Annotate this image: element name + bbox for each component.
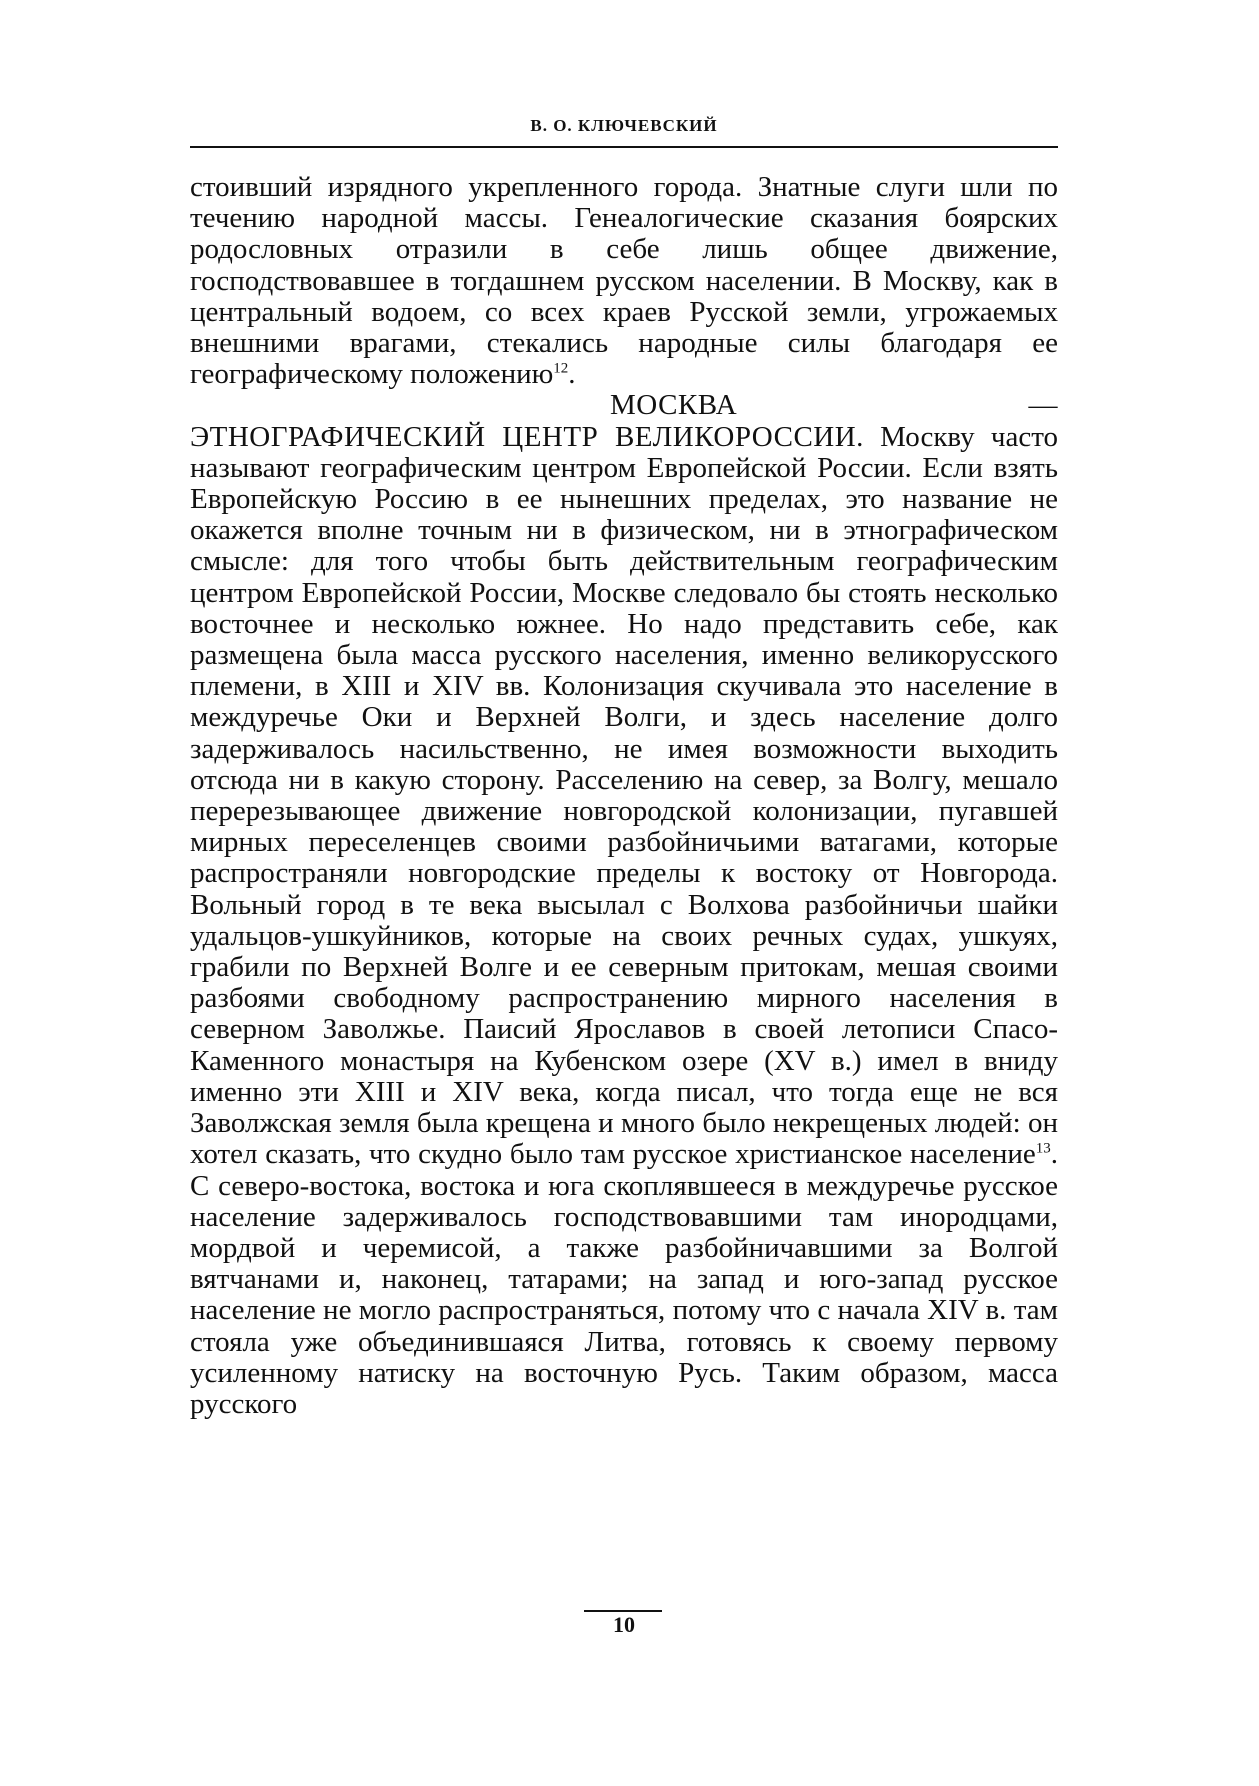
page-number: 10 [613,1612,635,1637]
section-heading: МОСКВА — ЭТНОГРАФИЧЕСКИЙ ЦЕНТР ВЕЛИКОРОССИИ. [190,389,1058,453]
paragraph-text: Москву часто называют географическим центром Европейской России. Если взять Европейскую Россию в ее нынешних пределах, это название не окажется вполне точным ни в физическом, ни в этнографическом смысле: для того чтобы быть действительным географическим центром Европейской России, Москве следовало бы стоять несколько восточнее и несколько южнее. Но надо представить себе, как размещена была масса русского населения, именно великорусского племени, в XIII и XIV вв. Колонизация скучивала это население в междуречье Оки и Верхней Волги, и здесь население долго задерживалось насильственно, не имея возможности выходить отсюда ни в какую сторону. Расселению на север, за Волгу, мешало перерезывающее движение новгородской колонизации, пугавшей мирных переселенцев своими разбойничьими ватагами, которые распространяли новгородские пределы к востоку от Новгорода. Вольный город в те века высылал с Волхова разбойничьи шайки удальцов-ушкуйников, которые на своих речных судах, ушкуях, грабили по Верхней Волге и ее северным притокам, мешая своими разбоями свободному распространению мирного населения в северном Заволжье. Паисий Ярославов в своей летописи Спасо-Каменного монастыря на Кубенском озере (XV в.) имел в вниду именно эти XIII и XIV века, когда писал, что тогда еще не вся Заволжская земля была крещена и много было некрещеных людей: он хотел сказать, что скудно было там русское христианское население [190,420,1058,1171]
paragraph-end: . [568,358,576,391]
body-text [190,172,1058,1420]
paragraph-text: . С северо-востока, востока и юга скоплявшееся в междуречье русское население задерживалось господствовавшими там инородцами, мордвой и черемисой, а также разбойничавшими за Волгой вятчанами и, наконец, татарами; на запад и юго-запад русское население не могло распространяться, потому что с начала XIV в. там стояла уже объединившаяся Литва, готовясь к своему первому усиленному натиску на восточную Русь. Таким образом, масса русского [190,1138,1058,1420]
footnote-marker: 13 [1035,1140,1051,1157]
paragraph [190,172,1058,390]
footnote-marker: 12 [553,360,569,377]
paragraph-text: стоивший изрядного укрепленного города. Знатные слуги шли по течению народной массы. Генеалогические сказания боярских родословных отразили в себе лишь общее движение, господствовавшее в тогдашнем русском населении. В Москву, как в центральный водоем, со всех краев Русской земли, угрожаемых внешними врагами, стекались народные силы благодаря ее географическому положению [190,171,1058,391]
header-rule [190,146,1058,148]
paragraph [190,390,1058,1420]
running-title: В. О. КЛЮЧЕВСКИЙ [530,116,718,135]
